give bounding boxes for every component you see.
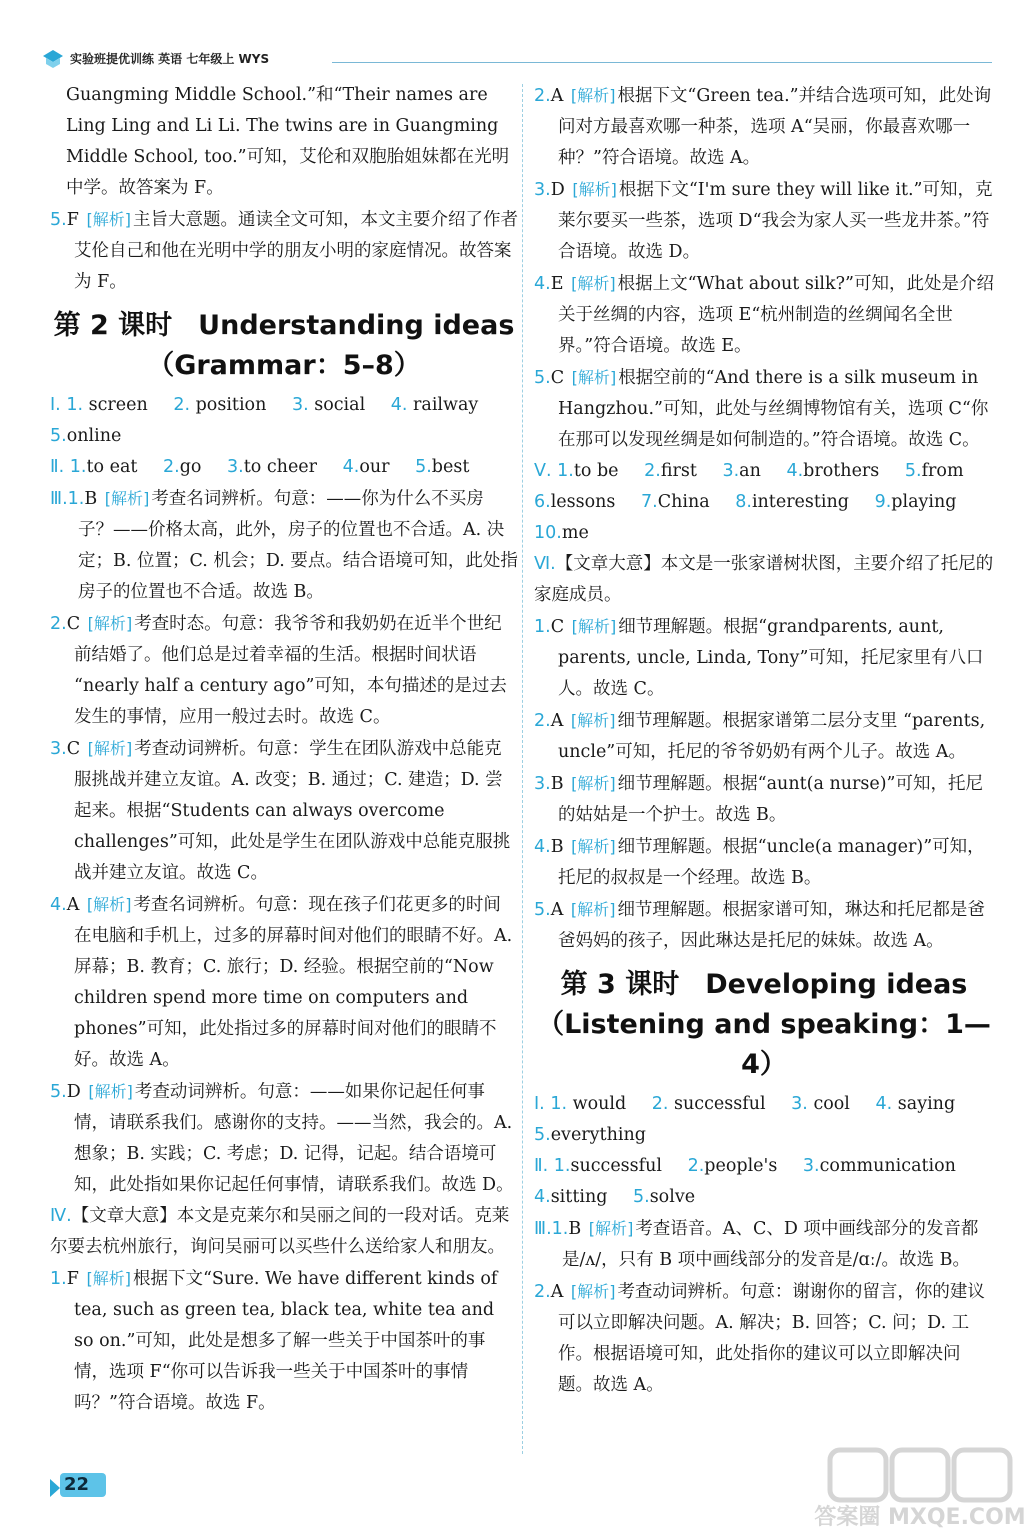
analysis-tag: [ 解析 ] [570,180,619,199]
item-number: 4. [50,895,67,915]
watermark-logo [814,1450,1026,1530]
answer-word: screen [88,395,148,415]
section-label: Ⅱ. [50,457,65,477]
item-number: 2. [163,457,180,477]
analysis-text: 根据上文“What about silk?”可知，此处是介绍关于丝绸的内容，选项 E“杭州制造的丝绸闻名全世界。”符合语境。故选 E。 [558,274,994,356]
analysis-tag: [ 解析 ] [569,837,618,856]
analysis-text: 根据下文“Green tea.”并结合选项可知，此处询问对方最喜欢哪一种茶，选项 A“吴丽，你最喜欢哪一种？”符合语境。故选 A。 [558,86,992,168]
page-number-badge [50,1473,108,1499]
column-divider [522,84,523,1454]
item-number: 5. [50,210,67,230]
answer-word: would [572,1094,627,1114]
item-answer: F [66,210,79,230]
analysis-tag: [ 解析 ] [569,774,618,793]
answer-item [534,831,994,894]
lesson-title: 第 2 课时 [53,310,173,341]
item-answer: A [550,1282,564,1302]
section-1-answers [50,390,518,452]
item-number: 2. [534,1282,551,1302]
item-number: 10. [534,523,562,543]
analysis-text: 考查名词辨析。句意：——你为什么不买房子？——价格太高，此外，房子的位置也不合适。A. 决定；B. 位置；C. 机会；D. 要点。结合语境可知，此处指房子的位置也不合适。故选 B。 [78,489,518,602]
answer-word: successful [674,1094,766,1114]
section-6-summary [534,549,994,611]
left-column [50,80,518,1419]
lesson3-section-2-answers [534,1151,994,1213]
answer-item [534,705,994,768]
answer-word: playing [891,492,957,512]
item-number: 4. [390,395,408,415]
item-number: 2. [534,711,551,731]
item-number: 1. [66,395,84,415]
lesson3-section-1-answers [534,1089,994,1151]
item-answer: A [550,86,564,106]
answer-word: first [660,461,697,481]
analysis-text: 考查名词辨析。句意：现在孩子们花更多的时间在电脑和手机上，过多的屏幕时间对他们的眼睛不好。A. 屏幕；B. 教育；C. 旅行；D. 经验。根据空前的“Now children spend more time on computers and phones”可知，此处指过多的屏幕时间对他们的眼睛不好。故选 A。 [74,895,513,1070]
section-label: Ⅵ. [534,554,556,574]
analysis-text: 考查动词辨析。句意：学生在团队游戏中总能克服挑战并建立友谊。A. 改变；B. 通过；C. 建造；D. 尝起来。根据“Students can always overcome challenges”可知，此处是学生在团队游戏中总能克服挑战并建立友谊。故选 C。 [74,739,511,883]
item-number: 5. [534,1125,551,1145]
item-number: 3. [722,461,740,481]
item-number: 1. [557,461,574,481]
item-answer: F [66,1269,79,1289]
item-number: 2. [50,614,67,634]
item-number: 7. [640,492,658,512]
section-4-summary [50,1201,518,1263]
analysis-tag: [ 解析 ] [569,274,618,293]
answer-word: me [561,523,589,543]
analysis-text: 考查动词辨析。句意：——如果你记起任何事情，请联系我们。感谢你的支持。——当然，我会的。A. 想象；B. 实践；C. 考虑；D. 记得，记起。结合语境可知，此处指如果你记起任何事情，请联系我们。故选 D。 [74,1082,514,1195]
answer-item [534,1213,994,1276]
analysis-tag: [ 解析 ] [103,489,152,508]
analysis-tag: [ 解析 ] [569,1282,618,1301]
answer-word: to be [573,461,619,481]
item-number: 5. [415,457,432,477]
item-answer: B [568,1219,582,1239]
lesson-topic: Understanding ideas [198,310,515,341]
item-number: 5. [633,1187,650,1207]
section-5-answers [534,456,994,549]
answer-item [50,204,518,298]
answer-word: people's [704,1156,778,1176]
answer-item [534,1276,994,1401]
item-number: 9. [874,492,892,512]
summary-text: 本文是一张家谱树状图，主要介绍了托尼的家庭成员。 [534,554,994,605]
analysis-tag: [ 解析 ] [86,739,135,758]
item-answer: C [550,617,565,637]
item-number: 4. [534,1187,551,1207]
answer-item [50,733,518,889]
answer-word: railway [413,395,479,415]
lesson-heading [534,965,994,1085]
analysis-text: 考查时态。句意：我爷爷和我奶奶在近半个世纪前结婚了。他们总是过着幸福的生活。根据时间状语 “nearly half a century ago”可知，本句描述的是过去发生的事情，应用一般过去时。故选 C。 [74,614,507,727]
answer-item [50,608,518,733]
answer-word: to cheer [243,457,318,477]
item-number: 5. [904,461,922,481]
item-answer: C [66,739,81,759]
answer-word: online [66,426,122,446]
item-number: 5. [50,426,67,446]
answer-item [534,894,994,957]
analysis-text: 细节理解题。根据“uncle(a manager)”可知，托尼的叔叔是一个经理。故选 B。 [558,837,985,888]
item-number: 1. [534,617,551,637]
analysis-tag: [ 解析 ] [570,617,619,636]
item-number: 1. [550,1094,568,1114]
analysis-text: 考查语音。A、C、D 项中画线部分的发音都是/ʌ/，只有 B 项中画线部分的发音是/ɑː/。故选 B。 [562,1219,979,1270]
analysis-text: 根据下文“Sure. We have different kinds of tea, such as green tea, black tea, white tea and so on.”可知，此处是想多了解一些关于中国茶叶的事情，选项 F“你可以告诉我一些关于中国茶叶的事情吗？”符合语境。故选 F。 [74,1269,498,1413]
item-answer: A [66,895,80,915]
item-number: 1. [551,1219,569,1239]
analysis-tag: [ 解析 ] [84,210,133,229]
lesson-subtitle: （Grammar：5–8） [147,350,421,381]
item-number: 4. [534,837,551,857]
analysis-tag: [ 解析 ] [85,895,134,914]
item-number: 4. [534,274,551,294]
item-number: 5. [534,900,551,920]
item-number: 4. [786,461,804,481]
item-number: 3. [791,1094,808,1114]
item-number: 6. [534,492,551,512]
item-number: 2. [687,1156,705,1176]
item-number: 1. [50,1269,67,1289]
analysis-text: 细节理解题。根据“grandparents, aunt, parents, uncle, Linda, Tony”可知，托尼家里有八口人。故选 C。 [558,617,984,699]
page-header [42,44,992,74]
analysis-text: 细节理解题。根据家谱第二层分支里 “parents, uncle”可知，托尼的爷爷奶奶有两个儿子。故选 A。 [558,711,986,762]
analysis-text: 主旨大意题。通读全文可知，本文主要介绍了作者艾伦自己和他在光明中学的朋友小明的家庭情况。故答案为 F。 [74,210,518,292]
answer-item [534,268,994,362]
answer-item [50,1076,518,1201]
analysis-tag: [ 解析 ] [569,900,618,919]
right-column [534,80,994,1401]
lesson-topic: Developing ideas [705,969,968,1000]
section-label: Ⅰ. [534,1094,545,1114]
item-number: 1. [553,1156,571,1176]
section-label: Ⅳ. [50,1206,72,1226]
item-number: 5. [534,368,551,388]
analysis-text: 细节理解题。根据“aunt(a nurse)”可知，托尼的姑姑是一个护士。故选 B。 [558,774,983,825]
item-answer: B [550,774,564,794]
answer-item [50,1263,518,1419]
analysis-tag: [ 解析 ] [587,1219,636,1238]
answer-word: solve [649,1187,696,1207]
item-answer: C [550,368,565,388]
continued-paragraph: Guangming Middle School.”和“Their names are Ling Ling and Li Li. The twins are in Guangming Middle School, too.”可知，艾伦和双胞胎姐妹都在光明中学。故答案为 F。 [66,85,510,198]
answer-word: everything [550,1125,646,1145]
answer-word: successful [570,1156,662,1176]
header-rule [332,62,992,63]
item-number: 3. [50,739,67,759]
answer-word: lessons [550,492,616,512]
item-number: 1. [69,457,87,477]
item-number: 1. [67,489,85,509]
answer-word: brothers [803,461,880,481]
analysis-tag: [ 解析 ] [569,86,618,105]
answer-word: our [359,457,390,477]
summary-tag: 【文章大意】 [555,554,661,574]
answer-item [534,362,994,456]
item-answer: C [66,614,81,634]
answer-word: cool [813,1094,850,1114]
item-number: 3. [291,395,309,415]
item-answer: E [550,274,564,294]
answer-word: sitting [550,1187,608,1207]
item-answer: B [84,489,98,509]
book-logo-icon [42,48,64,70]
section-label: Ⅰ. [50,395,61,415]
watermark-text: 答案圈 MXQE.COM [814,1505,1026,1530]
section-label: Ⅲ. [534,1219,552,1239]
item-answer: D [66,1082,81,1102]
answer-item [534,768,994,831]
section-2-answers [50,452,518,483]
item-number: 2. [651,1094,669,1114]
analysis-tag: [ 解析 ] [570,368,619,387]
analysis-tag: [ 解析 ] [84,1269,133,1288]
answer-item [534,174,994,268]
item-number: 3. [534,180,551,200]
lesson-heading [50,306,518,386]
analysis-text: 细节理解题。根据家谱可知，琳达和托尼都是爸爸妈妈的孩子，因此琳达是托尼的妹妹。故选 A。 [558,900,985,951]
item-answer: A [550,711,564,731]
summary-tag: 【文章大意】 [71,1206,177,1226]
item-number: 2. [173,395,191,415]
analysis-tag: [ 解析 ] [86,1082,135,1101]
answer-word: from [921,461,964,481]
item-number: 3. [534,774,551,794]
answer-word: social [314,395,366,415]
section-label: Ⅲ. [50,489,68,509]
answer-item [50,483,518,608]
item-number: 4. [875,1094,893,1114]
answer-word: China [657,492,710,512]
item-answer: A [550,900,564,920]
answer-item [534,80,994,174]
item-number: 3. [227,457,244,477]
answer-word: go [179,457,202,477]
answer-word: communication [819,1156,956,1176]
header-title: 实验班提优训练 英语 七年级上 WYS [70,52,270,66]
analysis-text: 根据下文“I'm sure they will like it.”可知，克莱尔要买一些茶，选项 D“我会为家人买一些龙井茶。”符合语境。故选 D。 [558,180,993,262]
arrow-icon [50,1479,60,1497]
analysis-text: 考查动词辨析。句意：谢谢你的留言，你的建议可以立即解决问题。A. 解决；B. 回答；C. 问；D. 工作。根据语境可知，此处指你的建议可以立即解决问题。故选 A。 [558,1282,985,1395]
item-number: 5. [50,1082,67,1102]
answer-item [534,611,994,705]
summary-text: 本文是克莱尔和吴丽之间的一段对话。克莱尔要去杭州旅行，询问吴丽可以买些什么送给家人和朋友。 [50,1206,510,1257]
item-answer: B [550,837,564,857]
answer-word: saying [897,1094,956,1114]
section-label: Ⅱ. [534,1156,549,1176]
answer-word: best [431,457,470,477]
analysis-tag: [ 解析 ] [569,711,618,730]
lesson-title: 第 3 课时 [560,969,680,1000]
answer-item [50,889,518,1076]
item-answer: D [550,180,565,200]
section-label: Ⅴ. [534,461,552,481]
answer-word: position [195,395,267,415]
analysis-tag: [ 解析 ] [86,614,135,633]
analysis-text: 根据空前的“And there is a silk museum in Hangzhou.”可知，此处与丝绸博物馆有关，选项 C“你在那可以发现丝绸是如何制造的。”符合语境。故选 C。 [558,368,989,450]
item-number: 2. [644,461,661,481]
item-number: 8. [735,492,752,512]
item-number: 2. [534,86,551,106]
item-number: 3. [802,1156,820,1176]
page-number: 22 [64,1474,90,1495]
answer-word: interesting [751,492,849,512]
item-number: 4. [342,457,360,477]
answer-word: to eat [86,457,138,477]
lesson-subtitle: （Listening and speaking：1—4） [537,1009,991,1080]
answer-word: an [739,461,761,481]
